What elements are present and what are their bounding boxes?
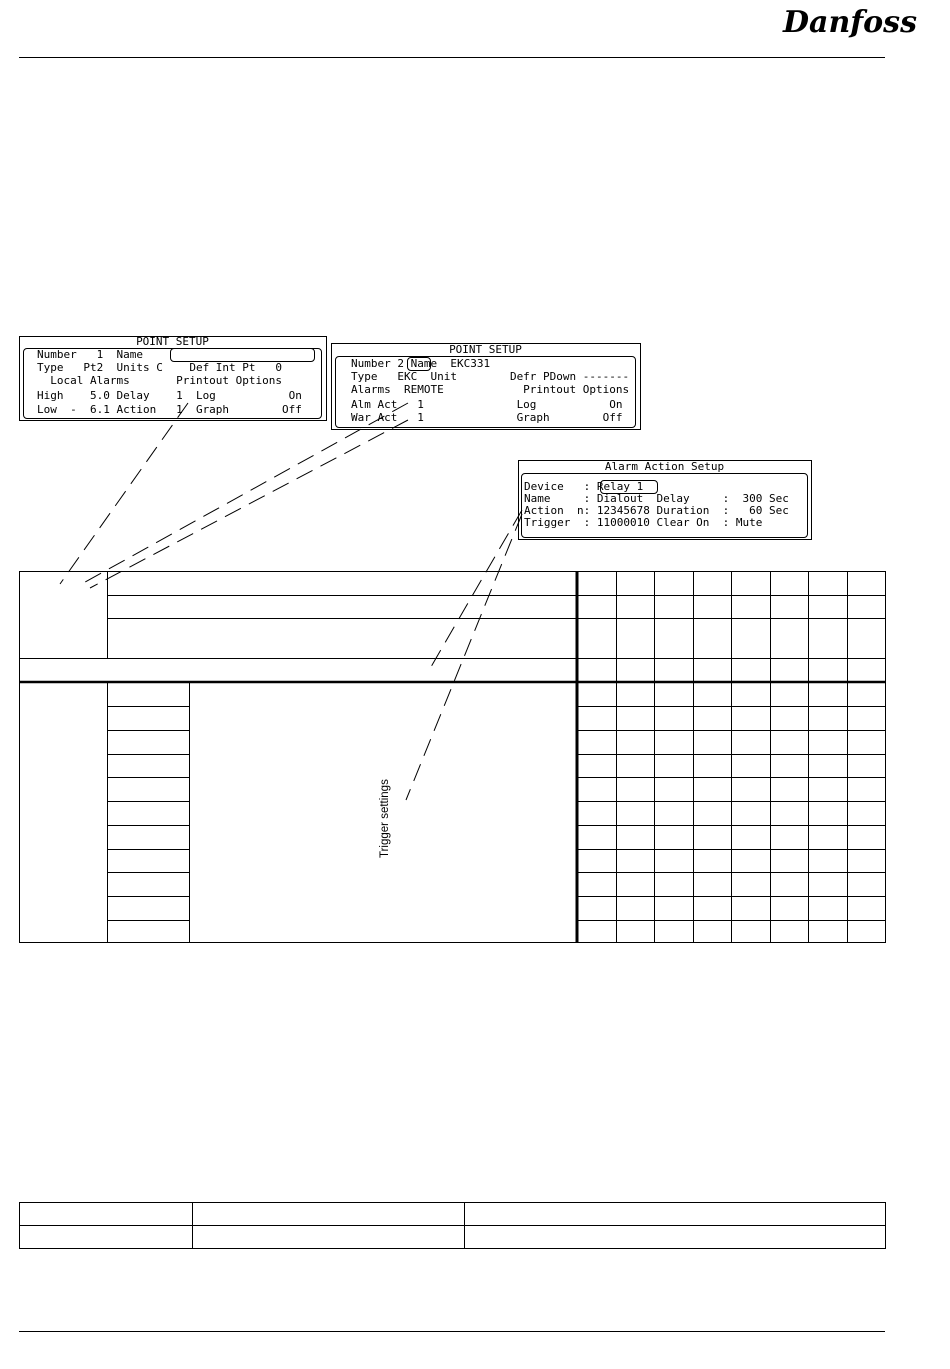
number-value: 2	[397, 357, 404, 370]
name-label: Name EKC331	[403, 357, 491, 370]
screen-line: High 5.0 Delay 1 Log On	[37, 389, 302, 402]
screen-line: Action n: 12345678 Duration : 60 Sec	[524, 504, 789, 517]
danfoss-logo: Danfoss	[783, 5, 917, 40]
screen-line: Local Alarms Printout Options	[37, 374, 283, 387]
screen-line: Number 1 Name	[37, 348, 150, 361]
screen-line: Type Pt2 Units C Def Int Pt 0	[37, 361, 283, 374]
screen-title: Alarm Action Setup	[604, 460, 725, 473]
screen-line: Name : Dialout Delay : 300 Sec	[524, 492, 789, 505]
screen-title: POINT SETUP	[449, 343, 522, 356]
screen-title: POINT SETUP	[136, 335, 209, 348]
screen-line: Alarms REMOTE Printout Options	[351, 383, 630, 396]
screen-line: Alm Act 1 Log On	[351, 398, 623, 411]
device-label: Device :	[524, 480, 597, 493]
screen-line: War Act 1 Graph Off	[351, 411, 623, 424]
screen-line: Low - 6.1 Action 1 Graph Off	[37, 403, 302, 416]
device-value: Relay 1	[596, 480, 644, 493]
screen-line: Trigger : 11000010 Clear On : Mute	[524, 516, 763, 529]
number-label: Number	[351, 357, 398, 370]
screen-line: Type EKC Unit Defr PDown -------	[351, 370, 630, 383]
footer-rule	[19, 1331, 885, 1332]
trigger-settings-label: Trigger settings	[379, 779, 391, 858]
